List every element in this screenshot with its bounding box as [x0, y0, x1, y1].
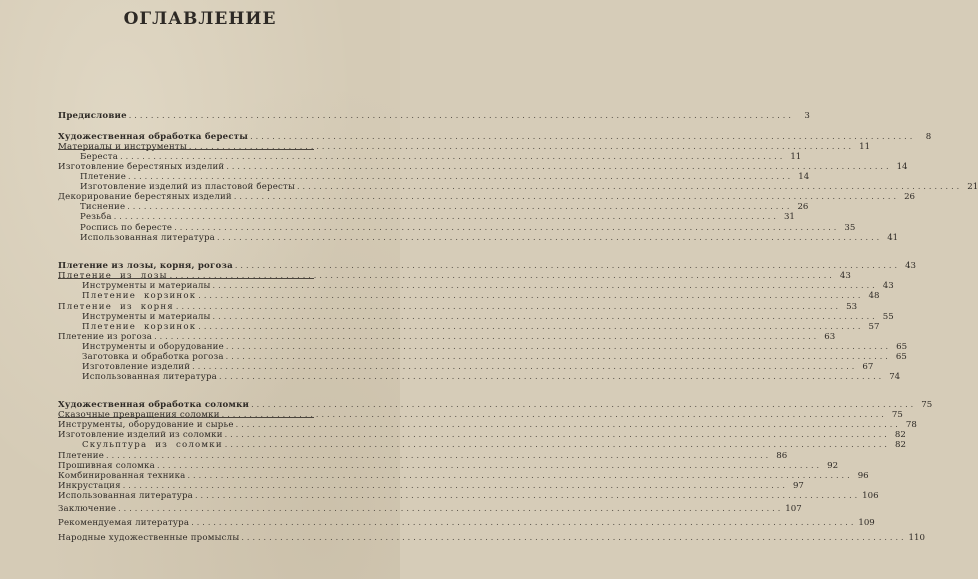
toc-entry-label: Плетение из рогоза [58, 332, 153, 342]
toc-page-number: 97 [792, 481, 804, 491]
toc-entry-label: Плетение из лозы, корня, рогоза [58, 261, 233, 271]
dot-leader: ........................................................................................................................ [187, 471, 853, 480]
toc-entry [58, 491, 879, 501]
dot-leader: ........................................................................................................................ [234, 261, 901, 270]
toc-entry [58, 312, 894, 322]
dot-leader: ........................................................................................................................ [195, 491, 861, 500]
dot-leader: ........................................................................................................................ [225, 352, 891, 361]
toc-entry-label: Плетение из лозы [58, 271, 168, 281]
dot-leader: ........................................................................................................................ [192, 362, 858, 371]
toc-entry-label: Тиснение [80, 202, 126, 212]
toc-entry [58, 533, 925, 543]
toc-entry [58, 518, 875, 528]
toc-entry-label: Инструменты и оборудование [82, 342, 224, 352]
dot-leader: ........................................................................................................................ [224, 430, 890, 439]
toc-entry-label: Изготовление изделий [82, 362, 191, 372]
dot-leader: ........................................................................................................................ [226, 162, 892, 171]
toc-page-number: 86 [776, 451, 788, 461]
toc-entry-label: Заключение [58, 504, 117, 514]
toc-page-number: 92 [827, 461, 839, 471]
toc-page-number: 8 [925, 132, 932, 142]
dot-leader: ........................................................................................................................ [198, 322, 864, 331]
toc-page-number: 57 [868, 322, 880, 332]
toc-entry [58, 504, 802, 514]
toc-page-number: 53 [846, 302, 858, 312]
toc-page-number: 41 [887, 233, 899, 243]
toc-entry [58, 322, 880, 332]
dot-leader: ........................................................................................................................ [212, 281, 878, 290]
toc-entry [58, 111, 810, 121]
toc-entry [58, 132, 932, 142]
dot-leader: ........................................................................................................................ [219, 372, 885, 381]
toc-entry [58, 420, 917, 430]
toc-entry-label: Резьба [80, 212, 112, 222]
dot-leader: ........................................................................................................................ [169, 271, 835, 280]
toc-page-number: 63 [824, 332, 836, 342]
toc-entry-label: Предисловие [58, 111, 127, 121]
toc-entry-label: Рекомендуемая литература [58, 518, 190, 528]
dot-leader: ........................................................................................................................ [212, 312, 878, 321]
toc-entry-label: Изготовление изделий из пластовой бересты [80, 182, 296, 192]
dot-leader: ........................................................................................................................ [251, 400, 917, 409]
toc-page-number: 31 [783, 212, 795, 222]
toc-entry-label: Плетение корзинок [82, 291, 197, 301]
dot-leader: ........................................................................................................................ [297, 182, 963, 191]
toc-page-number: 74 [889, 372, 901, 382]
dot-leader: ........................................................................................................................ [128, 172, 794, 181]
toc-entry [58, 352, 907, 362]
toc-page-number: 14 [896, 162, 908, 172]
toc-entry [58, 362, 874, 372]
toc-entry [58, 302, 858, 312]
toc-entry-label: Инструменты, оборудование и сырье [58, 420, 234, 430]
dot-leader: ........................................................................................................................ [250, 132, 916, 141]
toc-entry-label: Инструменты и материалы [82, 281, 211, 291]
toc-page-number: 75 [921, 400, 933, 410]
toc-page-number: 26 [904, 192, 915, 202]
dot-leader: ........................................................................................................................ [128, 111, 794, 120]
dot-leader: ........................................................................................................................ [235, 420, 901, 429]
toc-entry-label: Художественная обработка соломки [58, 400, 250, 410]
toc-entry [58, 223, 856, 233]
toc-entry [58, 212, 795, 222]
dot-leader: ........................................................................................................................ [191, 518, 857, 527]
dot-leader: ........................................................................................................................ [120, 152, 786, 161]
toc-entry-label: Плетение [80, 172, 127, 182]
toc-page-number: 21 [967, 182, 978, 192]
toc-entry [58, 192, 915, 202]
toc-entry [58, 291, 880, 301]
toc-page-number: 109 [858, 518, 875, 528]
toc-page-number: 110 [908, 533, 925, 543]
dot-leader: ........................................................................................................................ [122, 481, 788, 490]
toc-entry-label: Народные художественные промыслы [58, 533, 240, 543]
toc-entry-label: Инструменты и материалы [82, 312, 211, 322]
toc-entry [58, 202, 809, 212]
toc-entry [58, 172, 810, 182]
toc-page-number: 96 [857, 471, 869, 481]
toc-entry-label: Изготовление берестяных изделий [58, 162, 225, 172]
toc-entry [58, 271, 851, 281]
toc-entry [58, 261, 917, 271]
toc-entry [58, 440, 906, 450]
toc-entry-label: Береста [80, 152, 119, 162]
dot-leader: ........................................................................................................................ [113, 212, 779, 221]
toc-entry-label: Художественная обработка бересты [58, 132, 249, 142]
toc-entry [58, 152, 802, 162]
toc-entry-label: Плетение [58, 451, 105, 461]
dot-leader: ........................................................................................................................ [241, 533, 907, 542]
toc-page-number: 78 [905, 420, 917, 430]
toc-entry [58, 410, 903, 420]
dot-leader: ........................................................................................................................ [106, 451, 772, 460]
toc-entry [58, 332, 836, 342]
toc-entry-label: Инкрустация [58, 481, 121, 491]
toc-entry-label: Сказочные превращения соломки [58, 410, 220, 420]
toc-page-number: 11 [790, 152, 802, 162]
toc-page-number: 75 [891, 410, 903, 420]
toc-entry-label: Изготовление изделий из соломки [58, 430, 223, 440]
toc-page-number: 106 [862, 491, 879, 501]
toc-entry-label: Использованная литература [80, 233, 215, 243]
toc-entry [58, 461, 839, 471]
toc-entry [58, 471, 869, 481]
dot-leader: ........................................................................................................................ [217, 233, 883, 242]
toc-entry-label: Использованная литература [58, 491, 193, 501]
toc-page-number: 43 [905, 261, 917, 271]
toc-entry [58, 481, 804, 491]
toc-page-number: 82 [895, 440, 906, 450]
toc-page-number: 35 [844, 223, 856, 233]
toc-entry-label: Скульптура из соломки [82, 440, 223, 450]
toc-page-number: 55 [882, 312, 894, 322]
toc-entry-label: Плетение из корня [58, 302, 174, 312]
toc-entry [58, 142, 871, 152]
dot-leader: ........................................................................................................................ [224, 440, 890, 449]
dot-leader: ........................................................................................................................ [233, 192, 899, 201]
toc-entry-label: Заготовка и обработка рогоза [82, 352, 224, 362]
dot-leader: ........................................................................................................................ [118, 504, 784, 513]
toc-entry-label: Материалы и инструменты [58, 142, 187, 152]
toc-entry [58, 233, 899, 243]
toc-page-number: 14 [798, 172, 810, 182]
dot-leader: ........................................................................................................................ [188, 142, 855, 151]
toc-page-number: 43 [882, 281, 894, 291]
dot-leader: ........................................................................................................................ [225, 342, 892, 351]
toc-page-number: 11 [859, 142, 871, 152]
toc-entry [58, 451, 788, 461]
toc-page-number: 48 [868, 291, 880, 301]
toc-page-number: 3 [804, 111, 810, 121]
toc-page-number: 43 [839, 271, 851, 281]
toc-entry-label: Прошивная соломка [58, 461, 155, 471]
toc-entry [58, 430, 906, 440]
toc-entry-label: Использованная литература [82, 372, 217, 382]
dot-leader: ........................................................................................................................ [156, 461, 823, 470]
toc-page-number: 82 [894, 430, 906, 440]
toc-entry [58, 281, 894, 291]
toc-entry [58, 400, 933, 410]
dot-leader: ........................................................................................................................ [154, 332, 820, 341]
toc-page-number: 65 [896, 342, 908, 352]
dot-leader: ........................................................................................................................ [174, 223, 840, 232]
dot-leader: ........................................................................................................................ [198, 291, 864, 300]
toc-page-number: 107 [785, 504, 802, 514]
dot-leader: ........................................................................................................................ [221, 410, 887, 419]
toc-entry-label: Роспись по бересте [80, 223, 173, 233]
toc-entry-label: Плетение корзинок [82, 322, 197, 332]
toc-entry [58, 182, 978, 192]
toc-entry [58, 372, 901, 382]
toc-page-number: 67 [862, 362, 874, 372]
toc-entry [58, 342, 908, 352]
dot-leader: ........................................................................................................................ [127, 202, 793, 211]
toc-entry [58, 162, 908, 172]
toc-entry-label: Декорирование берестяных изделий [58, 192, 232, 202]
dot-leader: ........................................................................................................................ [175, 302, 842, 311]
toc-page-number: 65 [895, 352, 907, 362]
toc-entry-label: Комбинированная техника [58, 471, 186, 481]
page-title: ОГЛАВЛЕНИЕ [123, 9, 277, 29]
toc-page-number: 26 [797, 202, 809, 212]
